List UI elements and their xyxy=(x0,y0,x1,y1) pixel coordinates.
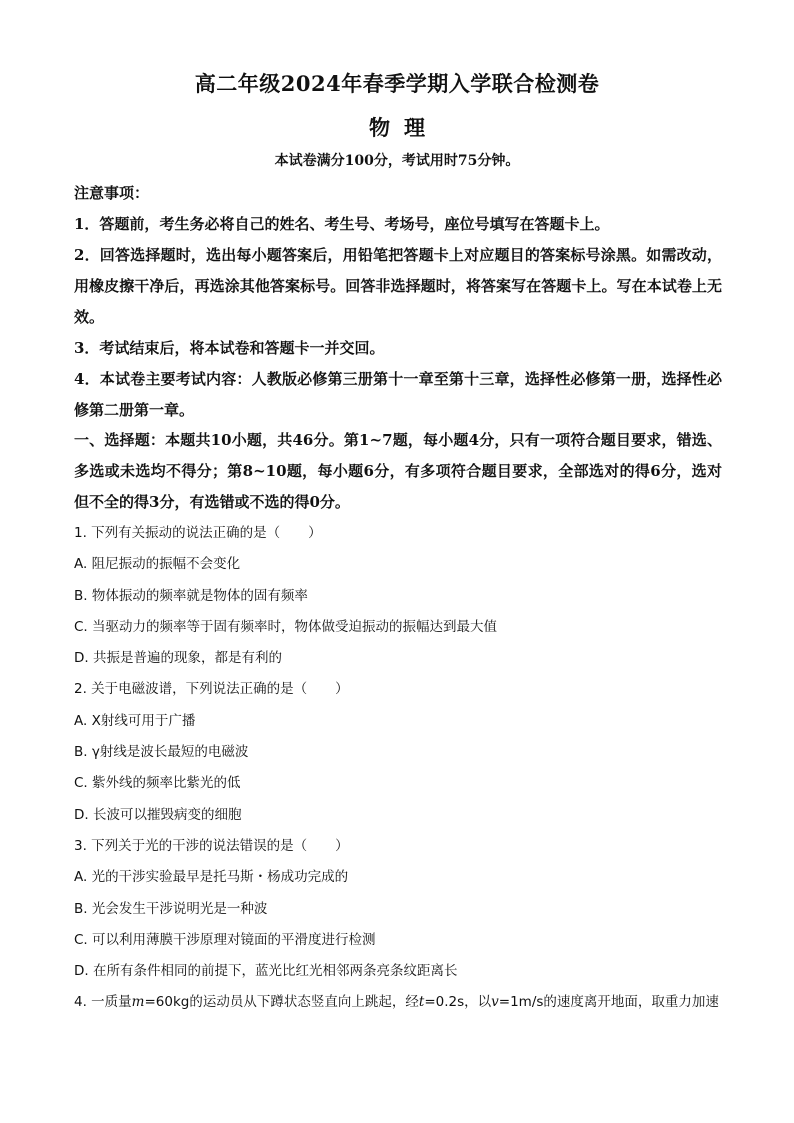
question-2-option-a: A. X射线可用于广播 xyxy=(74,712,196,729)
question-3-stem: 3. 下列关于光的干涉的说法错误的是（ ） xyxy=(74,837,349,854)
notice-item-1: 1．答题前，考生务必将自己的姓名、考生号、考场号，座位号填写在答题卡上。 xyxy=(74,215,610,233)
question-3-option-b: B. 光会发生干涉说明光是一种波 xyxy=(74,900,268,917)
question-2-option-d: D. 长波可以摧毁病变的细胞 xyxy=(74,806,242,823)
subject-title: 物理 xyxy=(369,115,439,140)
var-m: m xyxy=(131,994,145,1011)
notice-item-4: 4．本试卷主要考试内容：人教版必修第三册第十一章至第十三章，选择性必修第一册，选择性必修第二册第一章。 xyxy=(74,370,722,419)
question-1-option-c: C. 当驱动力的频率等于固有频率时，物体做受迫振动的振幅达到最大值 xyxy=(74,618,498,635)
question-1-stem: 1. 下列有关振动的说法正确的是（ ） xyxy=(74,525,322,541)
notice-item-2: 2．回答选择题时，选出每小题答案后，用铅笔把答题卡上对应题目的答案标号涂黑。如需改动，用橡皮擦干净后，再选涂其他答案标号。回答非选择题时，将答案写在答题卡上。写在本试卷上无效。 xyxy=(74,246,722,326)
section-1-heading: 一、选择题：本题共10小题，共46分。第1~7题，每小题4分，只有一项符合题目要求，错选、多选或未选均不得分；第8~10题，每小题6分，有多项符合题目要求，全部选对的得6分，选对但不全的得3分，有选错或不选的得0分。 xyxy=(74,431,722,511)
question-2-option-b: B. γ射线是波长最短的电磁波 xyxy=(74,744,249,761)
var-v: v xyxy=(491,994,499,1011)
question-1-option-d: D. 共振是普遍的现象，都是有利的 xyxy=(74,650,282,667)
page-title: 高二年级2024年春季学期入学联合检测卷 xyxy=(194,71,600,96)
score-note: 本试卷满分100分，考试用时75分钟。 xyxy=(274,153,520,169)
question-4-stem: 4. 一质量m=60kg的运动员从下蹲状态竖直向上跳起，经t=0.2s，以v=1m/s的速度离开地面，取重力加速 xyxy=(74,994,719,1011)
notice-section xyxy=(74,178,722,426)
var-t: t xyxy=(418,994,425,1011)
question-1-option-a: A. 阻尼振动的振幅不会变化 xyxy=(74,556,241,573)
question-2-stem: 2. 关于电磁波谱，下列说法正确的是（ ） xyxy=(74,681,349,698)
notice-heading: 注意事项： xyxy=(74,184,150,202)
question-1-option-b: B. 物体振动的频率就是物体的固有频率 xyxy=(74,587,308,604)
question-3-option-a: A. 光的干涉实验最早是托马斯・杨成功完成的 xyxy=(74,869,349,886)
notice-item-3: 3．考试结束后，将本试卷和答题卡一并交回。 xyxy=(74,339,385,357)
question-3-option-c: C. 可以利用薄膜干涉原理对镜面的平滑度进行检测 xyxy=(74,931,376,948)
question-3-option-d: D. 在所有条件相同的前提下，蓝光比红光相邻两条亮条纹距离长 xyxy=(74,963,458,980)
question-list xyxy=(74,518,734,1019)
question-2-option-c: C. 紫外线的频率比紫光的低 xyxy=(74,775,241,792)
